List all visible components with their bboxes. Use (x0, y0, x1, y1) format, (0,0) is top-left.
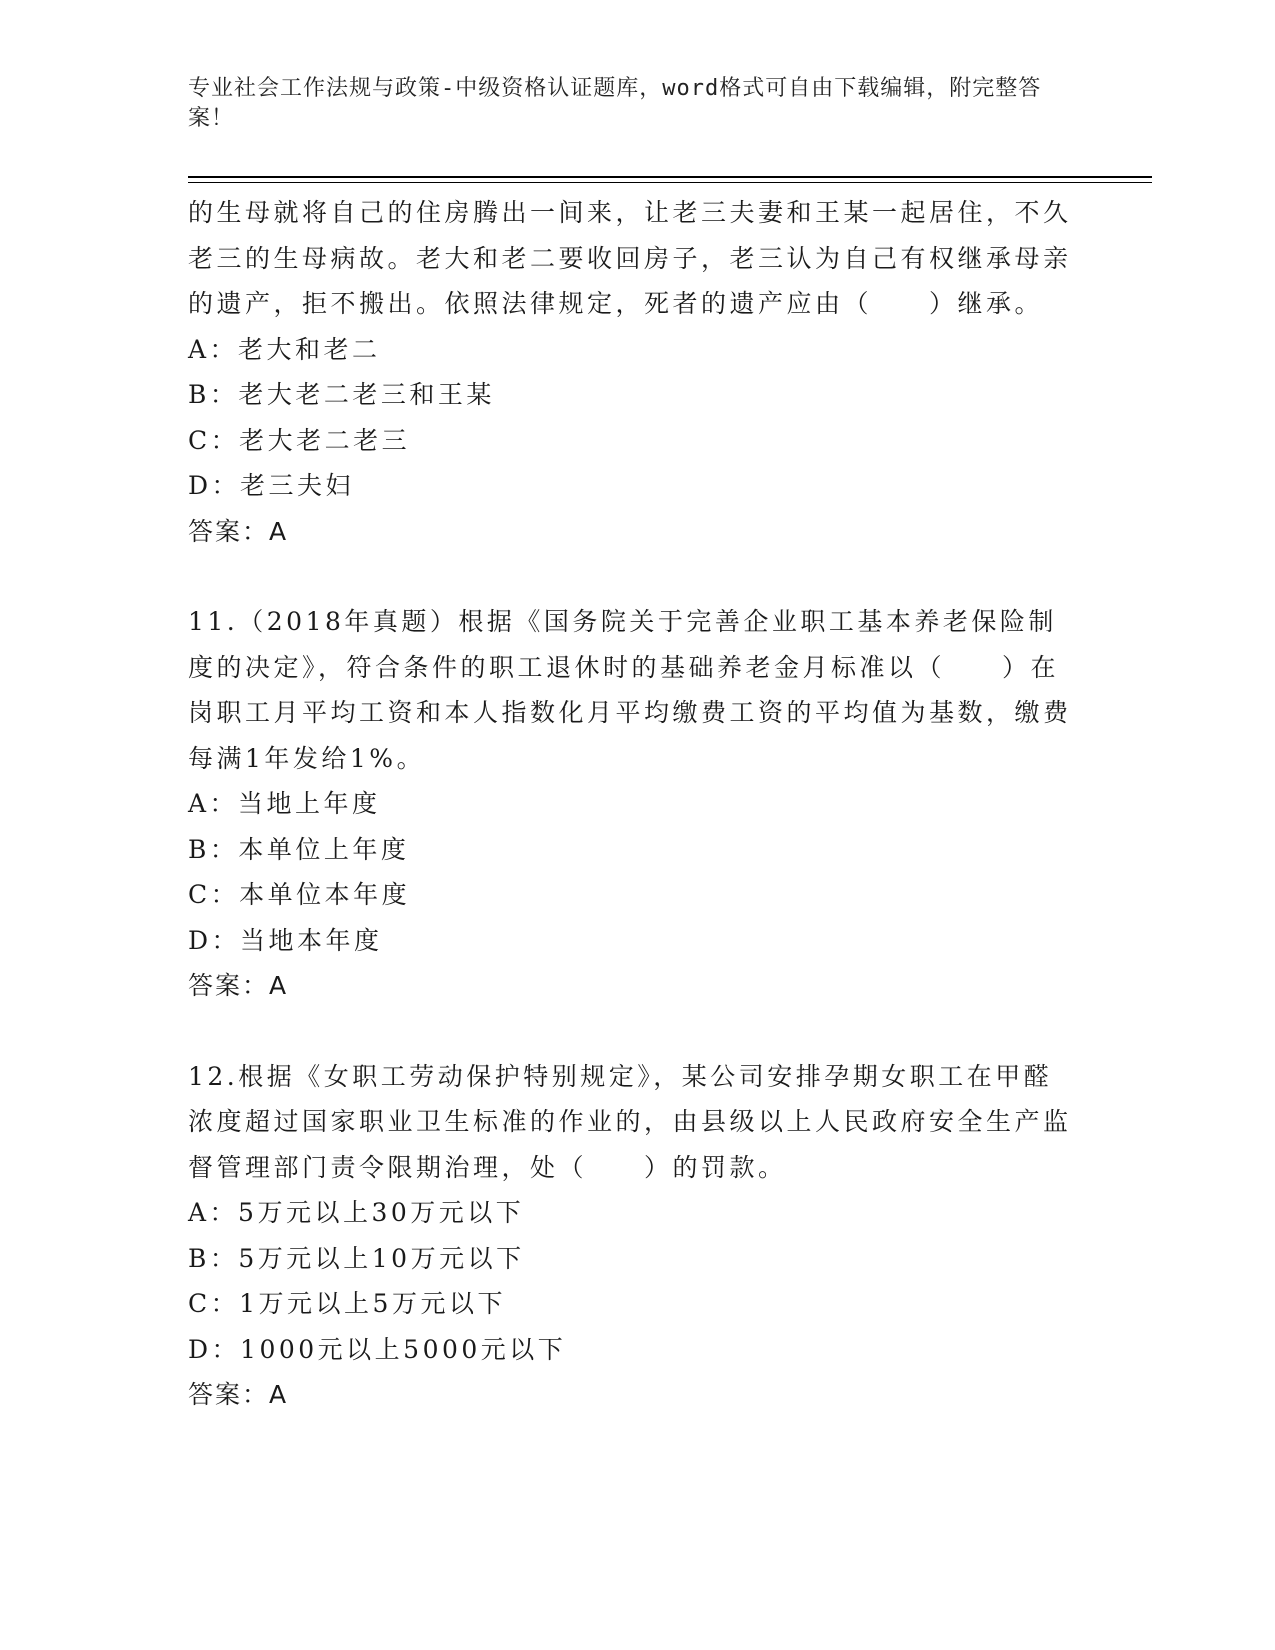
question-stem: 11.（2018年真题）根据《国务院关于完善企业职工基本养老保险制度的决定》，符合条件的职工退休时的基础养老金月标准以（ ）在岗职工月平均工资和本人指数化月平均缴费工资的平均值为基数，缴费每满1年发给1%。 (188, 607, 1072, 773)
option-a: A：5万元以上30万元以下 (188, 1198, 525, 1227)
question-stem: 的生母就将自己的住房腾出一间来，让老三夫妻和王某一起居住，不久老三的生母病故。老大和老二要收回房子，老三认为自己有权继承母亲的遗产，拒不搬出。依照法律规定，死者的遗产应由（ ）继承。 (188, 198, 1072, 318)
option-b: B：5万元以上10万元以下 (188, 1243, 525, 1273)
answer-line: 答案：A (188, 1380, 289, 1409)
page-header: 专业社会工作法规与政策-中级资格认证题库，word格式可自由下载编辑，附完整答案！ (188, 76, 1042, 131)
option-a: A：老大和老二 (188, 334, 381, 364)
option-c: C：本单位本年度 (188, 880, 411, 909)
option-d: D：1000元以上5000元以下 (188, 1334, 567, 1364)
spacer (188, 1009, 1078, 1054)
question-block (188, 1054, 1078, 1418)
option-c: C：老大老二老三 (188, 425, 411, 455)
option-c: C：1万元以上5万元以下 (188, 1289, 506, 1318)
header-rule-thin (188, 182, 1152, 183)
answer-line: 答案：A (188, 516, 289, 546)
option-d: D：老三夫妇 (188, 471, 355, 500)
option-b: B：老大老二老三和王某 (188, 380, 495, 409)
option-b: B：本单位上年度 (188, 834, 410, 864)
question-block (188, 190, 1078, 554)
question-stem: 12.根据《女职工劳动保护特别规定》，某公司安排孕期女职工在甲醛浓度超过国家职业卫生标准的作业的，由县级以上人民政府安全生产监督管理部门责令限期治理，处（ ）的罚款。 (188, 1061, 1072, 1182)
answer-line: 答案：A (188, 971, 289, 1000)
spacer (188, 554, 1078, 599)
option-a: A：当地上年度 (188, 789, 381, 818)
question-block (188, 599, 1078, 1009)
header-rule-thick (188, 176, 1152, 178)
question-content (188, 190, 1078, 1418)
option-d: D：当地本年度 (188, 925, 383, 955)
